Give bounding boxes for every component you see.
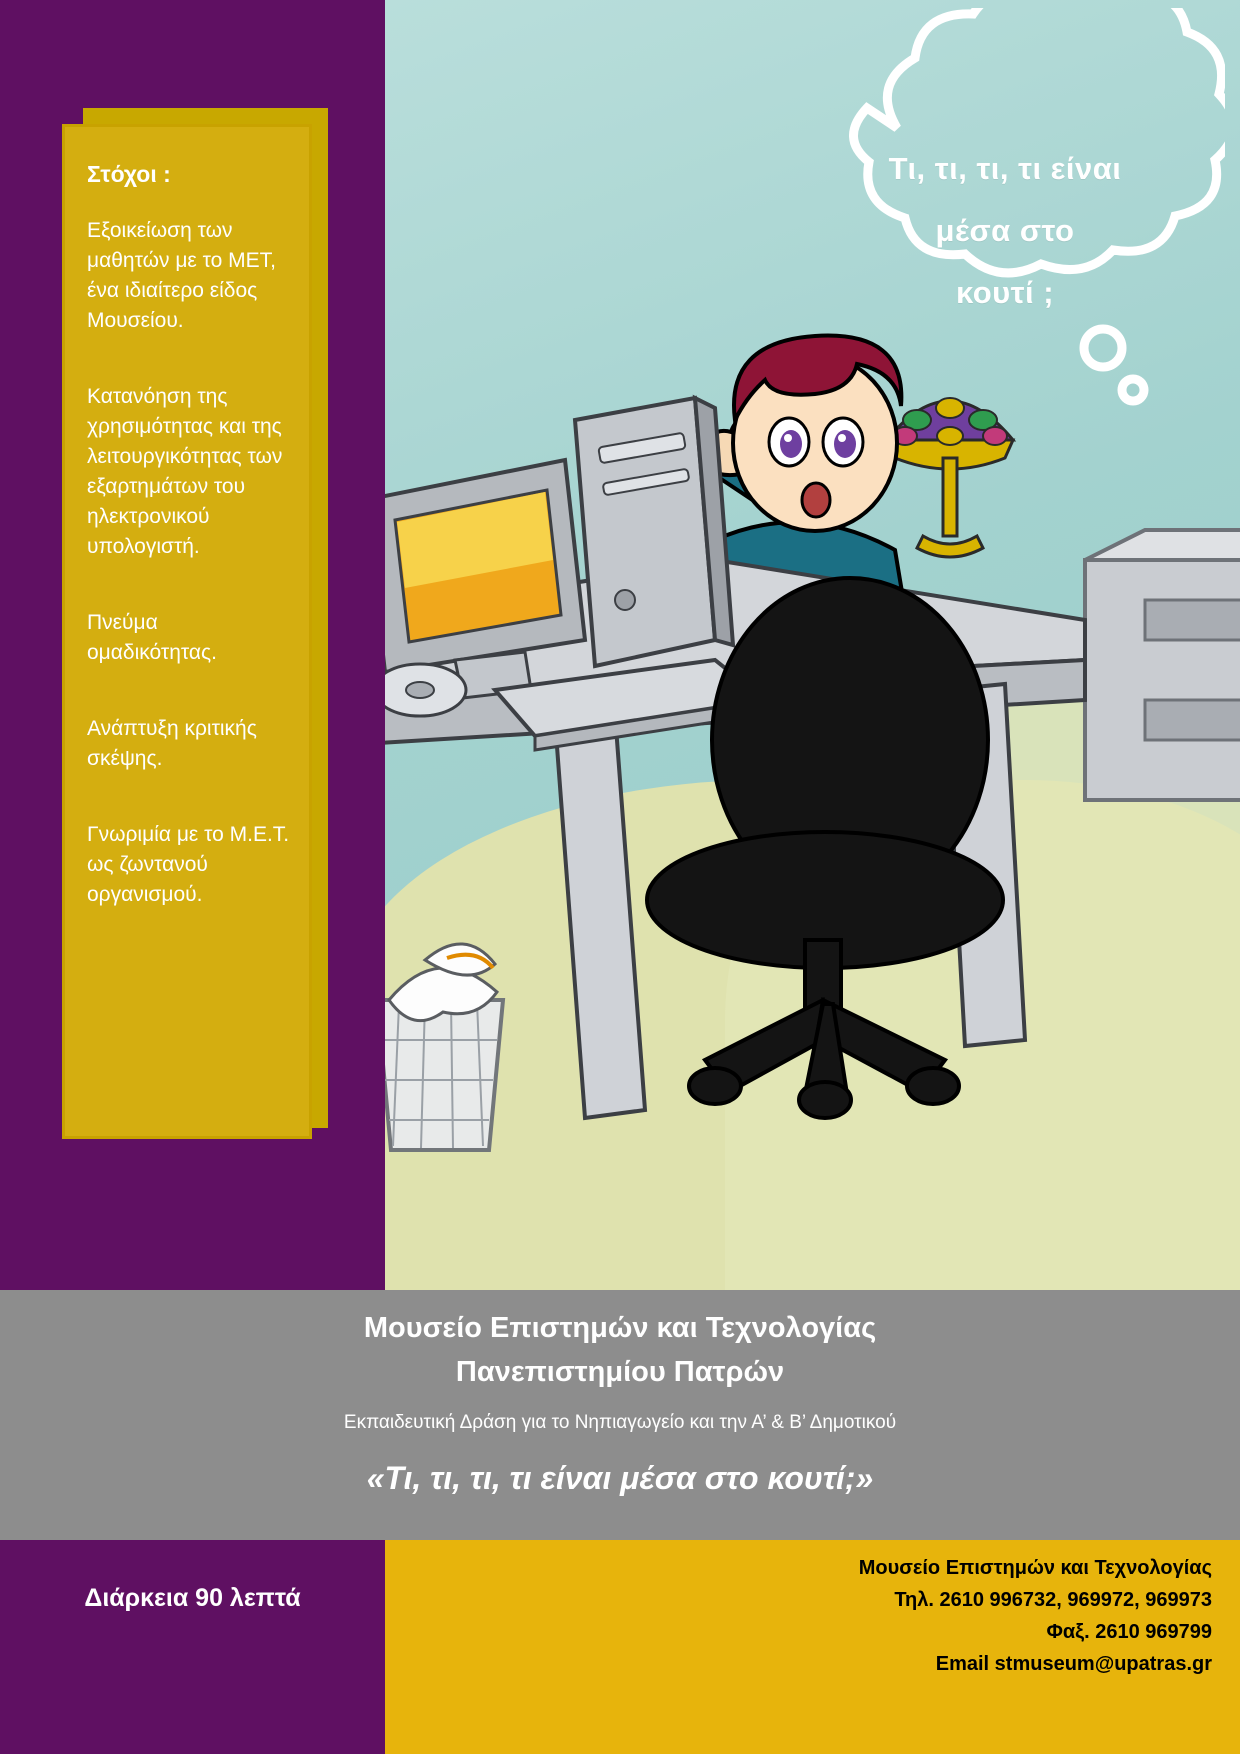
illustration-scene	[385, 0, 1240, 1290]
thought-bubble-text	[785, 138, 1225, 324]
footer-purple-block	[0, 1540, 385, 1754]
contact-line-3: Φαξ. 2610 969799	[1046, 1621, 1212, 1643]
footer-band	[0, 1540, 1240, 1754]
museum-title-band	[0, 1290, 1240, 1540]
contact-info	[512, 1552, 1212, 1680]
duration-label: Διάρκεια 90 λεπτά	[84, 1584, 301, 1612]
goals-item: Πνεύμα ομαδικότητας.	[87, 611, 217, 664]
bubble-line-2: μέσα στο	[935, 213, 1075, 248]
contact-line-4: Email stmuseum@upatras.gr	[935, 1653, 1212, 1675]
bubble-line-1: Τι, τι, τι, τι είναι	[888, 151, 1122, 186]
contact-line-2: Τηλ. 2610 996732, 969972, 969973	[894, 1589, 1212, 1611]
goals-item: Ανάπτυξη κριτικής σκέψης.	[87, 717, 257, 770]
goals-item: Εξοικείωση των μαθητών με το ΜΕΤ, ένα ιδιαίτερο είδος Μουσείου.	[87, 219, 276, 332]
museum-name-line2: Πανεπιστημίου Πατρών	[455, 1356, 785, 1388]
goals-box	[62, 124, 312, 1139]
museum-name-line1: Μουσείο Επιστημών και Τεχνολογίας	[363, 1312, 877, 1344]
program-subtitle: Εκπαιδευτική Δράση για το Νηπιαγωγείο και την Α’ & Β’ Δημοτικού	[343, 1412, 897, 1433]
thought-bubble	[785, 8, 1225, 408]
goals-title: Στόχοι :	[87, 161, 171, 187]
contact-line-1: Μουσείο Επιστημών και Τεχνολογίας	[858, 1557, 1212, 1579]
program-title-quote: «Τι, τι, τι, τι είναι μέσα στο κουτί;»	[366, 1460, 874, 1496]
goals-item: Κατανόηση της χρησιμότητας και της λειτουργικότητας των εξαρτημάτων του ηλεκτρονικού υπολογιστή.	[87, 385, 283, 558]
goals-item: Γνωριμία με το Μ.Ε.Τ. ως ζωντανού οργανισμού.	[87, 823, 290, 906]
bubble-line-3: κουτί ;	[955, 275, 1055, 310]
